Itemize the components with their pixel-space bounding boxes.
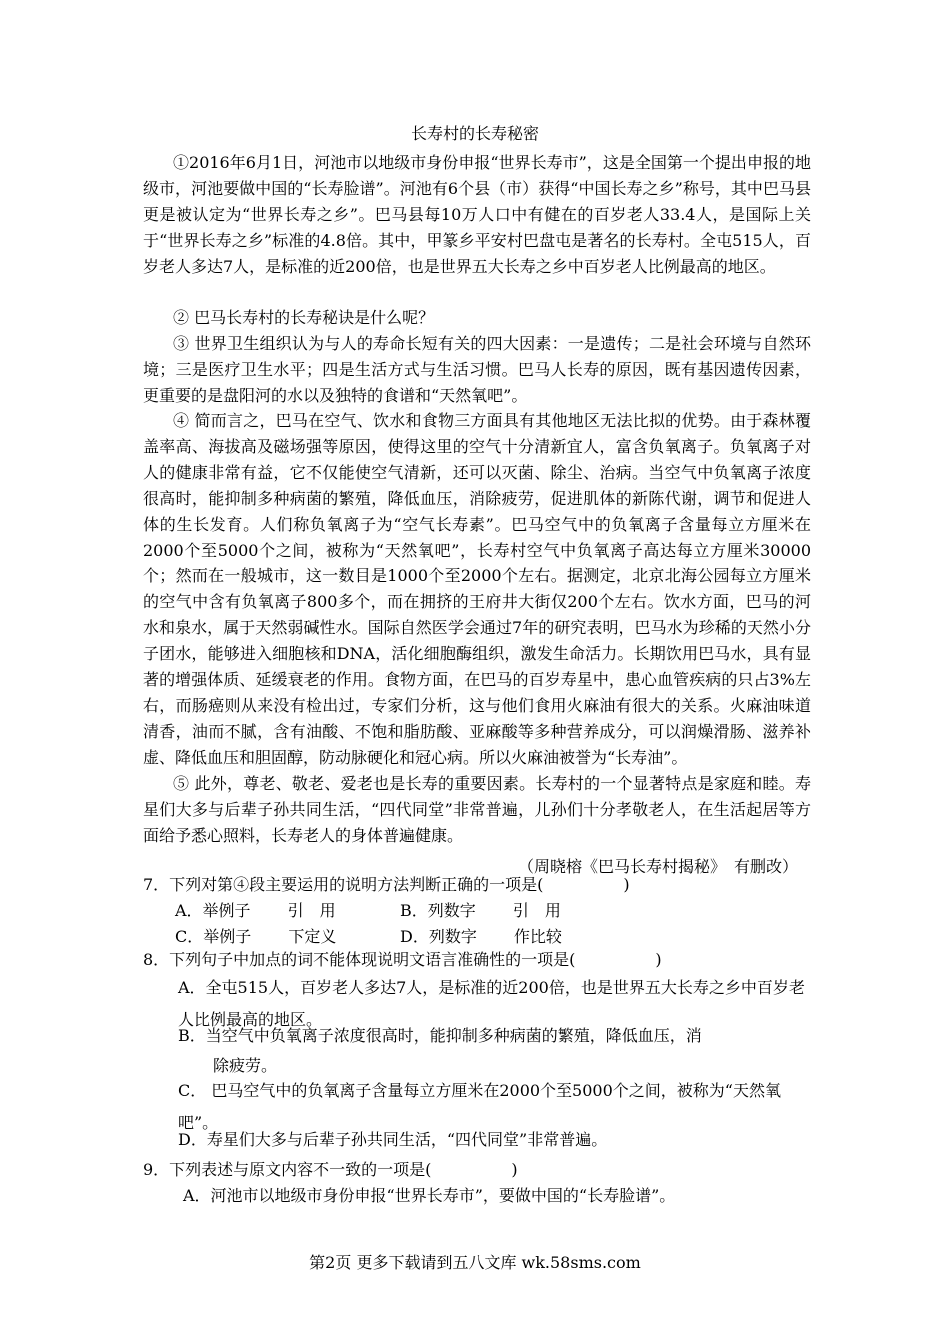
question-8-option-c: C． 巴马空气中的负氧离子含量每立方厘米在2000个至5000个之间，被称为“天然氧吧”。 (178, 1081, 781, 1132)
question-7-option-d: D．列数字 作比较 (400, 927, 562, 946)
paragraph-1: ①2016年6月1日，河池市以地级市身份申报“世界长寿市”，这是全国第一个提出申报的地级市，河池要做中国的“长寿脸谱”。河池有6个县（市）获得“中国长寿之乡”称号，其中巴马县更是被认定为“世界长寿之乡”。巴马县每10万人口中有健在的百岁老人33.4人，是国际上关于“世界长寿之乡”标准的4.8倍。其中，甲篆乡平安村巴盘屯是著名的长寿村。全屯515人，百岁老人多达7人，是标准的近200倍，也是世界五大长寿之乡中百岁老人比例最高的地区。 (143, 153, 811, 276)
paragraph-4: ④ 简而言之，巴马在空气、饮水和食物三方面具有其他地区无法比拟的优势。由于森林覆盖率高、海拔高及磁场强等原因，使得这里的空气十分清新宜人，富含负氧离子。负氧离子对人的健康非常有益，它不仅能使空气清新，还可以灭菌、除尘、治病。当空气中负氧离子浓度很高时，能抑制多种病菌的繁殖，降低血压，消除疲劳，促进肌体的新陈代谢，调节和促进人体的生长发育。人们称负氧离子为“空气长寿素”。巴马空气中的负氧离子含量每立方厘米在2000个至5000个之间，被称为“天然氧吧”，长寿村空气中负氧离子高达每立方厘米30000个；然而在一般城市，这一数目是1000个至2000个左右。据测定，北京北海公园每立方厘米的空气中含有负氧离子800多个，而在拥挤的王府井大街仅200个左右。饮水方面，巴马的河水和泉水，属于天然弱碱性水。国际自然医学会通过7年的研究表明，巴马水为珍稀的天然小分子团水，能够进入细胞核和DNA，活化细胞酶组织，激发生命活力。长期饮用巴马水，具有显著的增强体质、延缓衰老的作用。食物方面，在巴马的百岁寿星中，患心血管疾病的只占3%左右，而肠癌则从来没有检出过，专家们分析，这与他们食用火麻油有很大的关系。火麻油味道清香，油而不腻，含有油酸、不饱和脂肪酸、亚麻酸等多种营养成分，可以润燥滑肠、滋养补虚、降低血压和胆固醇，防动脉硬化和冠心病。所以火麻油被誉为“长寿油”。 (143, 411, 811, 767)
paragraph-2: ② 巴马长寿村的长寿秘诀是什么呢？ (173, 308, 435, 327)
question-7-option-a: A．举例子 引 用 (175, 901, 336, 920)
article-title: 长寿村的长寿秘密 (410, 124, 539, 143)
article-source: （周晓榕《巴马长寿村揭秘》 有删改） (517, 857, 798, 876)
question-7-option-c: C．举例子 下定义 (175, 927, 337, 946)
paragraph-3: ③ 世界卫生组织认为与人的寿命长短有关的四大因素：一是遗传；二是社会环境与自然环境；三是医疗卫生水平；四是生活方式与生活习惯。巴马人长寿的原因，既有基因遗传因素，更重要的是盘阳河的水以及独特的食谱和“天然氧吧”。 (143, 334, 811, 405)
question-8-stem: 8．下列句子中加点的词不能体现说明文语言准确性的一项是( ) (143, 950, 662, 969)
question-9-stem: 9．下列表述与原文内容不一致的一项是( ) (143, 1160, 518, 1179)
question-8-option-d: D．寿星们大多与后辈子孙共同生活，“四代同堂”非常普遍。 (178, 1130, 608, 1149)
question-7-stem: 7．下列对第④段主要运用的说明方法判断正确的一项是( ) (143, 875, 630, 894)
page-footer: 第2页 更多下载请到五八文库 wk.58sms.com (309, 1253, 641, 1272)
question-7-option-b: B．列数字 引 用 (400, 901, 561, 920)
question-8-option-b-line2: 除疲劳。 (213, 1056, 278, 1075)
question-8-option-a: A．全屯515人，百岁老人多达7人，是标准的近200倍，也是世界五大长寿之乡中百岁老人比例最高的地区。 (178, 978, 805, 1029)
paragraph-5: ⑤ 此外，尊老、敬老、爱老也是长寿的重要因素。长寿村的一个显著特点是家庭和睦。寿星们大多与后辈子孙共同生活，“四代同堂”非常普遍，儿孙们十分孝敬老人，在生活起居等方面给予悉心照料，长寿老人的身体普遍健康。 (143, 774, 811, 845)
question-8-option-b-line1: B．当空气中负氧离子浓度很高时，能抑制多种病菌的繁殖，降低血压，消 (178, 1026, 702, 1045)
question-9-option-a: A．河池市以地级市身份申报“世界长寿市”，要做中国的“长寿脸谱”。 (183, 1186, 676, 1205)
